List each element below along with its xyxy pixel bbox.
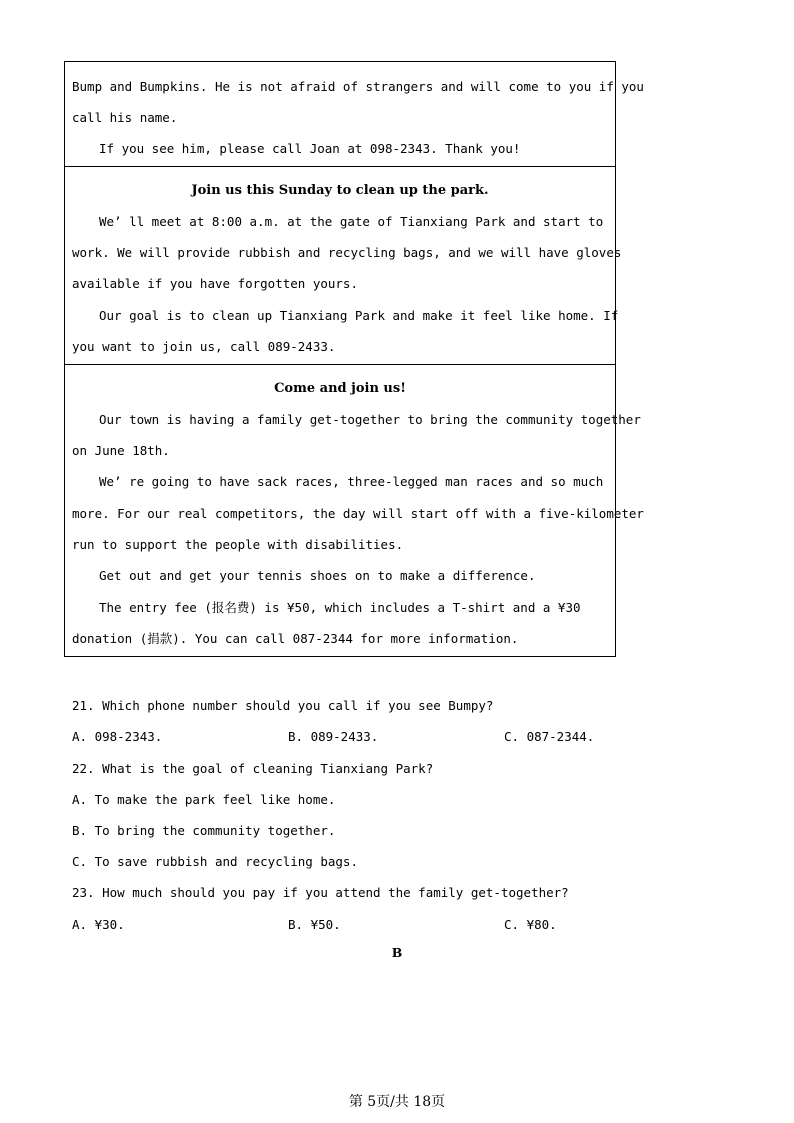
notice-line: you want to join us, call 089-2433. <box>72 339 336 354</box>
notice-line: If you see him, please call Joan at 098-2343. Thank you! <box>99 141 521 156</box>
q21-option-b: B. 089-2433. <box>288 729 379 744</box>
q21-option-c: C. 087-2344. <box>504 729 595 744</box>
notice-line: Get out and get your tennis shoes on to make a difference. <box>99 568 536 583</box>
notice-line: The entry fee (报名费) is ¥50, which includes a T-shirt and a ¥30 <box>99 600 581 615</box>
notice-lost-dog <box>64 61 644 167</box>
notice-line: Bump and Bumpkins. He is not afraid of strangers and will come to you if you <box>72 79 644 94</box>
notice-line: donation (捐款). You can call 087-2344 for more information. <box>72 631 519 646</box>
notice-line: We’ ll meet at 8:00 a.m. at the gate of Tianxiang Park and start to <box>99 214 604 229</box>
notice-title: Join us this Sunday to clean up the park. <box>191 183 489 198</box>
page-footer: 第 5页/共 18页 <box>348 1094 446 1110</box>
q22-option-b: B. To bring the community together. <box>72 823 336 838</box>
notice-line: on June 18th. <box>72 443 170 458</box>
notice-line: run to support the people with disabilities. <box>72 537 404 552</box>
q23-option-b: B. ¥50. <box>288 917 341 932</box>
q22-option-c: C. To save rubbish and recycling bags. <box>72 854 358 869</box>
notice-line: call his name. <box>72 110 178 125</box>
section-label: B <box>391 945 403 960</box>
q21-option-a: A. 098-2343. <box>72 729 163 744</box>
notice-line: Our town is having a family get-together to bring the community together <box>99 412 641 427</box>
q23-option-a: A. ¥30. <box>72 917 125 932</box>
notice-family-get-together <box>64 364 644 657</box>
notice-park-cleanup <box>64 166 622 365</box>
notice-line: Our goal is to clean up Tianxiang Park and make it feel like home. If <box>99 308 619 323</box>
question-21: 21. Which phone number should you call if you see Bumpy? <box>72 698 494 713</box>
q23-option-c: C. ¥80. <box>504 917 557 932</box>
question-23: 23. How much should you pay if you attend the family get-together? <box>72 885 569 900</box>
question-22: 22. What is the goal of cleaning Tianxiang Park? <box>72 761 434 776</box>
notice-title: Come and join us! <box>274 381 406 396</box>
q22-option-a: A. To make the park feel like home. <box>72 792 336 807</box>
notice-line: work. We will provide rubbish and recycling bags, and we will have gloves <box>72 245 622 260</box>
notice-line: We’ re going to have sack races, three-legged man races and so much <box>99 474 604 489</box>
notice-line: more. For our real competitors, the day will start off with a five-kilometer <box>72 506 644 521</box>
notice-line: available if you have forgotten yours. <box>72 276 358 291</box>
